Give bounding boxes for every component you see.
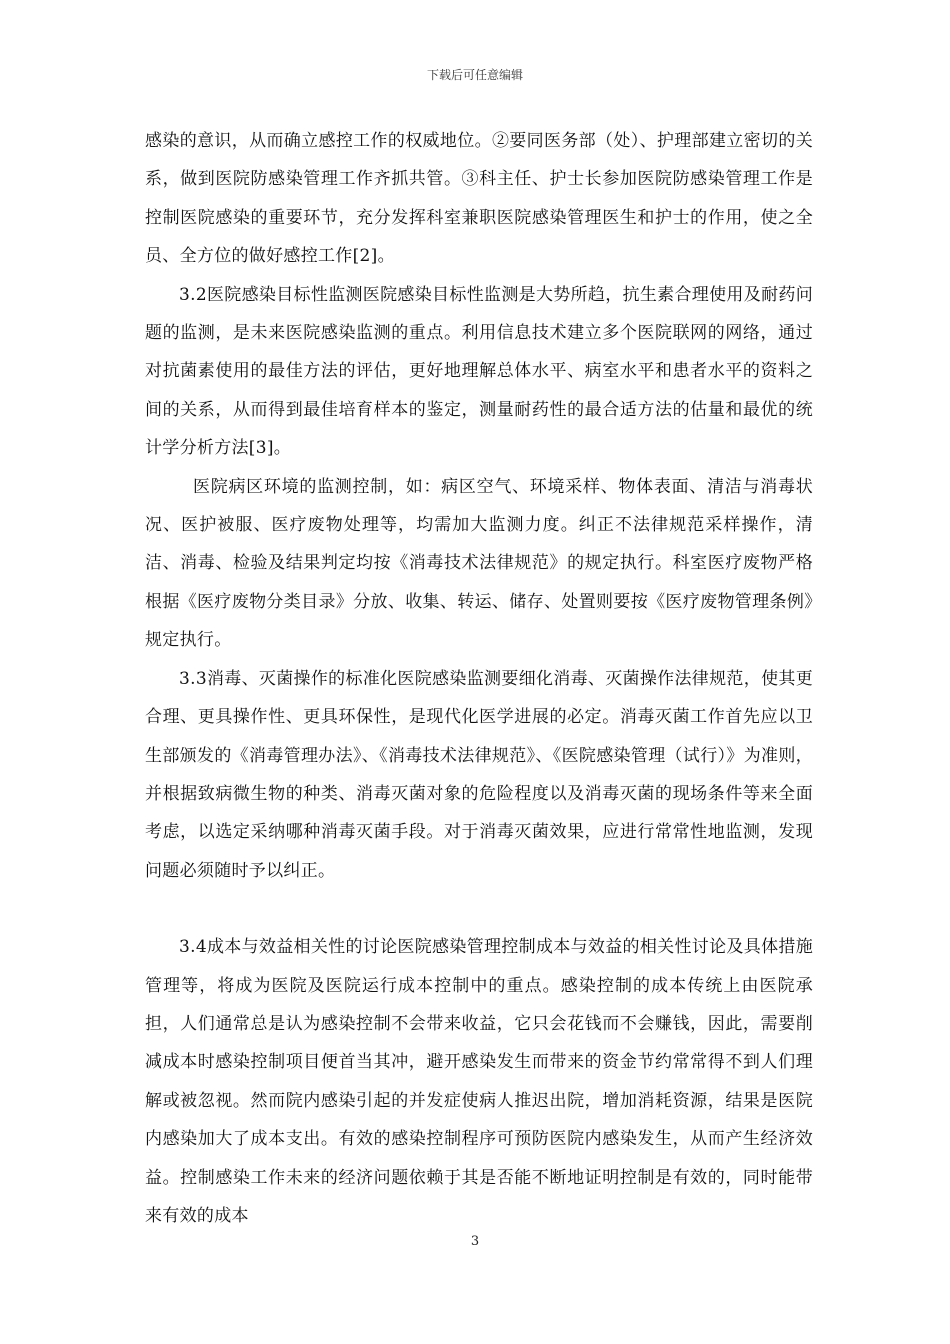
- page-header: 下载后可任意编辑: [426, 68, 523, 82]
- paragraph-4: 3.3消毒、灭菌操作的标准化医院感染监测要细化消毒、灭菌操作法律规范，使其更合理、更具操作性、更具环保性，是现代化医学进展的必定。消毒灭菌工作首先应以卫生部颁发的《消毒管理办法》、《消毒技术法律规范》、《医院感染管理（试行）》为准则，并根据致病微生物的种类、消毒灭菌对象的危险程度以及消毒灭菌的现场条件等来全面考虑，以选定采纳哪种消毒灭菌手段。对于消毒灭菌效果，应进行常常性地监测，发现问题必须随时予以纠正。: [145, 668, 813, 881]
- paragraph-5: 3.4成本与效益相关性的讨论医院感染管理控制成本与效益的相关性讨论及具体措施管理等，将成为医院及医院运行成本控制中的重点。感染控制的成本传统上由医院承担，人们通常总是认为感染控制不会带来收益，它只会花钱而不会赚钱，因此，需要削减成本时感染控制项目便首当其冲，避开感染发生而带来的资金节约常常得不到人们理解或被忽视。然而院内感染引起的并发症使病人推迟出院，增加消耗资源，结果是医院内感染加大了成本支出。有效的感染控制程序可预防医院内感染发生，从而产生经济效益。控制感染工作未来的经济问题依赖于其是否能不断地证明控制是有效的，同时能带来有效的成本: [145, 937, 813, 1226]
- paragraph-2: 3.2医院感染目标性监测医院感染目标性监测是大势所趋，抗生素合理使用及耐药问题的监测，是未来医院感染监测的重点。利用信息技术建立多个医院联网的网络，通过对抗菌素使用的最佳方法的评估，更好地理解总体水平、病室水平和患者水平的资料之间的关系，从而得到最佳培育样本的鉴定，测量耐药性的最合适方法的估量和最优的统计学分析方法[3]。: [145, 284, 813, 459]
- document-body: [145, 122, 813, 1235]
- paragraph-1: 感染的意识，从而确立感控工作的权威地位。②要同医务部（处）、护理部建立密切的关系，做到医院防感染管理工作齐抓共管。③科主任、护士长参加医院防感染管理工作是控制医院感染的重要环节，充分发挥科室兼职医院感染管理医生和护士的作用，使之全员、全方位的做好感控工作[2]。: [145, 131, 813, 267]
- paragraph-3: 医院病区环境的监测控制，如：病区空气、环境采样、物体表面、清洁与消毒状况、医护被服、医疗废物处理等，均需加大监测力度。纠正不法律规范采样操作，清洁、消毒、检验及结果判定均按《消毒技术法律规范》的规定执行。科室医疗废物严格根据《医疗废物分类目录》分放、收集、转运、储存、处置则要按《医疗废物管理条例》规定执行。: [145, 476, 813, 651]
- page-number: 3: [470, 1234, 480, 1249]
- paragraph-gap: [145, 890, 813, 928]
